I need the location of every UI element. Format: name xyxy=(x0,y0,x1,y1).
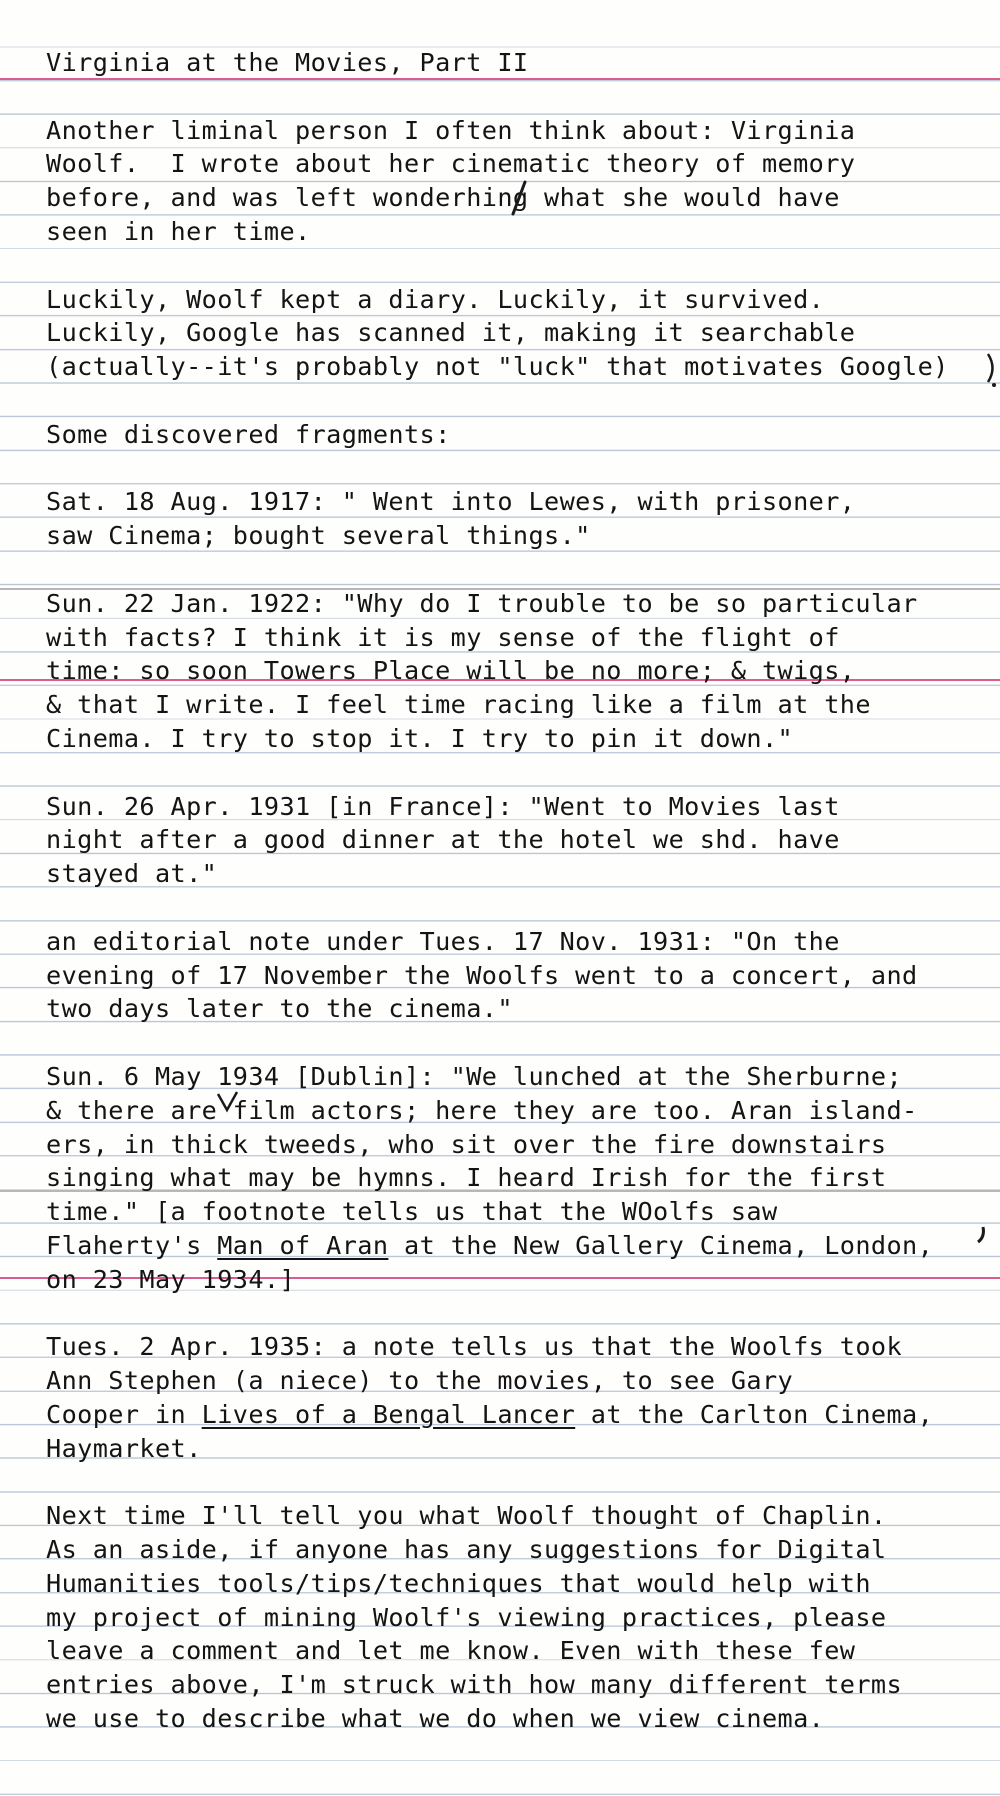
text-line: Sun. 6 May 1934 [Dublin]: "We lunched at the Sherburne; xyxy=(46,1061,903,1091)
pen-closing-paren-mark xyxy=(985,350,999,390)
pen-caret-insert-mark xyxy=(212,1090,246,1116)
text-line xyxy=(46,1398,992,1432)
text-line: Another liminal person I often think about: Virginia xyxy=(46,115,856,145)
text-line: Ann Stephen (a niece) to the movies, to see Gary xyxy=(46,1366,794,1396)
text-line: evening of 17 November the Woolfs went to a concert, and xyxy=(46,960,918,990)
text-line: seen in her time. xyxy=(46,216,311,246)
text-line: Humanities tools/tips/techniques that would help with xyxy=(46,1568,871,1598)
paragraph-fragments-heading xyxy=(46,418,992,452)
text-line: Tues. 2 Apr. 1935: a note tells us that the Woolfs took xyxy=(46,1332,903,1362)
text-run: at the Carlton Cinema, xyxy=(575,1399,934,1429)
text-line: Haymarket. xyxy=(46,1433,202,1463)
text-run: Cooper in xyxy=(46,1399,202,1429)
text-line: leave a comment and let me know. Even with these few xyxy=(46,1636,856,1666)
text-line: Sat. 18 Aug. 1917: " Went into Lewes, with prisoner, xyxy=(46,487,856,517)
text-line: night after a good dinner at the hotel we shd. have xyxy=(46,825,840,855)
text-run: at the New Gallery Cinema, London, xyxy=(388,1230,934,1260)
text-run: Flaherty's xyxy=(46,1230,218,1260)
text-line: stayed at." xyxy=(46,859,218,889)
text-line: Luckily, Woolf kept a diary. Luckily, it survived. xyxy=(46,284,825,314)
entry-1917 xyxy=(46,485,992,553)
text-line: my project of mining Woolf's viewing practices, please xyxy=(46,1602,887,1632)
text-line: Sun. 26 Apr. 1931 [in France]: "Went to Movies last xyxy=(46,791,840,821)
film-title-man-of-aran: Man of Aran xyxy=(217,1230,389,1260)
text-line: entries above, I'm struck with how many different terms xyxy=(46,1670,903,1700)
text-line: two days later to the cinema." xyxy=(46,994,513,1024)
pen-comma-mark xyxy=(975,1225,989,1245)
text-line: & there are film actors; here they are too. Aran island- xyxy=(46,1095,918,1125)
entry-1922 xyxy=(46,587,992,756)
text-line: & that I write. I feel time racing like a film at the xyxy=(46,690,871,720)
entry-1931-note xyxy=(46,925,992,1026)
text-line: As an aside, if anyone has any suggestions for Digital xyxy=(46,1535,887,1565)
text-line: ers, in thick tweeds, who sit over the fire downstairs xyxy=(46,1129,887,1159)
entry-1935 xyxy=(46,1330,992,1465)
text-line: Next time I'll tell you what Woolf thought of Chaplin. xyxy=(46,1501,887,1531)
text-line: we use to describe what we do when we view cinema. xyxy=(46,1704,825,1734)
text-line: Some discovered fragments: xyxy=(46,419,451,449)
pen-strike-mark xyxy=(508,178,530,218)
page-title: Virginia at the Movies, Part II xyxy=(46,48,529,77)
text-line: saw Cinema; bought several things." xyxy=(46,521,591,551)
text-line: an editorial note under Tues. 17 Nov. 1931: "On the xyxy=(46,926,840,956)
text-line: (actually--it's probably not "luck" that motivates Google) xyxy=(46,352,949,382)
entry-1931-france xyxy=(46,790,992,891)
text-line xyxy=(46,1229,992,1263)
paragraph-luckily xyxy=(46,283,992,384)
film-title-bengal-lancer: Lives of a Bengal Lancer xyxy=(201,1399,576,1429)
text-line: Sun. 22 Jan. 1922: "Why do I trouble to be so particular xyxy=(46,588,918,618)
text-line: with facts? I think it is my sense of the flight of xyxy=(46,622,840,652)
text-line: before, and was left wonderhing what she would have xyxy=(46,183,840,213)
text-line: time." [a footnote tells us that the WOolfs saw xyxy=(46,1197,778,1227)
typed-text xyxy=(46,46,992,1736)
entry-1934-dublin xyxy=(46,1060,992,1297)
text-line: Luckily, Google has scanned it, making it searchable xyxy=(46,318,856,348)
text-line: on 23 May 1934.] xyxy=(46,1264,296,1294)
text-line: Woolf. I wrote about her cinematic theory of memory xyxy=(46,149,856,179)
text-line: singing what may be hymns. I heard Irish for the first xyxy=(46,1163,887,1193)
text-line: Cinema. I try to stop it. I try to pin it down." xyxy=(46,723,794,753)
text-line: time: so soon Towers Place will be no more; & twigs, xyxy=(46,656,856,686)
paragraph-closing xyxy=(46,1499,992,1736)
